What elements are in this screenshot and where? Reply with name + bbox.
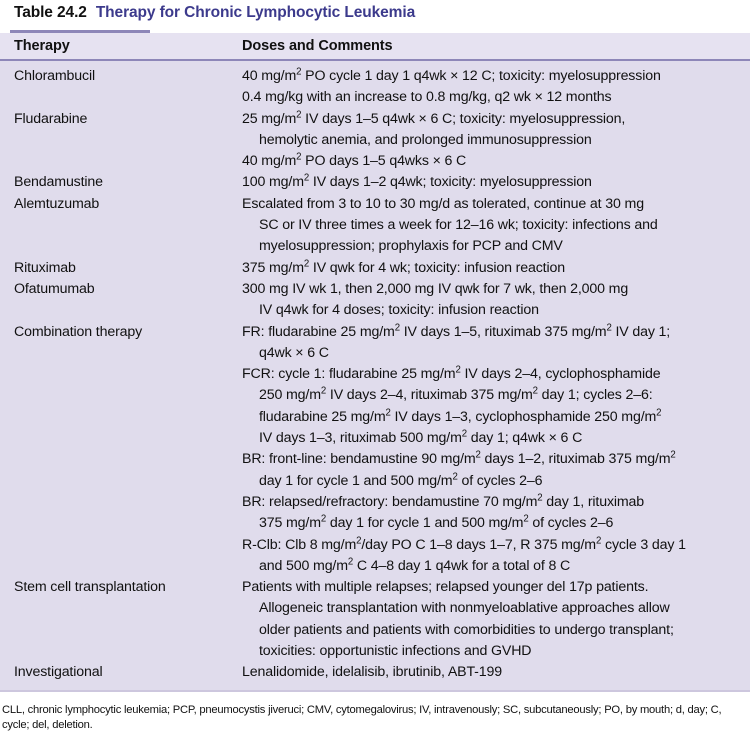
cell-therapy: Rituximab: [14, 259, 76, 276]
dose-line: 375 $mg/m^2$ IV qwk for 4 wk; toxicity: infusion reaction: [242, 257, 565, 276]
cell-therapy: Combination therapy: [14, 323, 143, 340]
cell-doses: [242, 662, 750, 683]
dose-line: FCR: cycle 1: fludarabine 25 $mg/m^2$ IV days 2–4, cyclophosphamide: [242, 364, 661, 383]
table-column-header-row: [0, 33, 750, 61]
cell-therapy: Ofatumumab: [14, 280, 95, 297]
dose-line: 100 $mg/m^2$ IV days 1–2 q4wk; toxicity: myelosuppression: [242, 172, 592, 191]
column-header-therapy: Therapy: [14, 38, 70, 54]
cell-doses: [242, 279, 750, 322]
dose-line: q4wk × 6 C: [259, 344, 329, 361]
cell-doses: [242, 194, 750, 258]
cell-therapy: Stem cell transplantation: [14, 579, 166, 596]
table-footnote: CLL, chronic lymphocytic leukemia; PCP, pneumocystis jiveruci; CMV, cytomegalovirus; IV, intravenously; SC, subcutaneously; PO, by mouth; d, day; C, cycle; del, deletion.: [0, 692, 750, 734]
dose-line: Escalated from 3 to 10 to 30 mg/d as tolerated, continue at 30 mg: [242, 195, 644, 212]
table-row: [0, 322, 750, 578]
table-body: [0, 61, 750, 692]
dose-line: FR: fludarabine 25 $mg/m^2$ IV days 1–5, rituximab 375 $mg/m^2$ IV day 1;: [242, 321, 671, 340]
cell-therapy: Bendamustine: [14, 174, 103, 191]
dose-line: hemolytic anemia, and prolonged immunosuppression: [259, 131, 592, 148]
dose-line: 40 $mg/m^2$ PO days 1–5 q4wks × 6 C: [242, 151, 467, 170]
dose-line: Patients with multiple relapses; relapsed younger del 17p patients.: [242, 579, 649, 596]
cell-therapy: Fludarabine: [14, 110, 88, 127]
dose-line: 375 $mg/m^2$ day 1 for cycle 1 and 500 $mg/m^2$ of cycles 2–6: [259, 513, 614, 532]
dose-line: 40 $mg/m^2$ PO cycle 1 day 1 q4wk × 12 C; toxicity: myelosuppression: [242, 66, 661, 84]
dose-line: BR: relapsed/refractory: bendamustine 70 $mg/m^2$ day 1, rituximab: [242, 492, 645, 510]
dose-line: toxicities: opportunistic infections and GVHD: [259, 643, 532, 660]
dose-line: day 1 for cycle 1 and 500 $mg/m^2$ of cycles 2–6: [259, 470, 543, 489]
cell-doses: [242, 258, 750, 279]
dose-line: 0.4 mg/kg with an increase to 0.8 mg/kg, q2 wk × 12 months: [242, 89, 612, 106]
cell-therapy: Chlorambucil: [14, 68, 95, 84]
table-row: [0, 172, 750, 193]
table-row: [0, 194, 750, 258]
dose-line: fludarabine 25 $mg/m^2$ IV days 1–3, cyclophosphamide 250 $mg/m^2$: [259, 407, 662, 425]
cell-doses: [242, 172, 750, 193]
dose-line: 300 mg IV wk 1, then 2,000 mg IV qwk for 7 wk, then 2,000 mg: [242, 280, 629, 297]
table-title-band: [0, 0, 750, 30]
table-row: [0, 662, 750, 683]
dose-line: R-Clb: Clb 8 $mg/m^2$/day PO C 1–8 days 1–7, R 375 $mg/m^2$ cycle 3 day 1: [242, 534, 686, 553]
dose-line: older patients and patients with comorbidities to undergo transplant;: [259, 621, 674, 638]
table-row: [0, 66, 750, 109]
page-title: Therapy for Chronic Lymphocytic Leukemia: [95, 4, 416, 21]
dose-line: 250 $mg/m^2$ IV days 2–4, rituximab 375 $mg/m^2$ day 1; cycles 2–6:: [259, 385, 653, 404]
dose-line: IV q4wk for 4 doses; toxicity: infusion reaction: [259, 302, 539, 319]
cell-doses: [242, 109, 750, 173]
table-row: [0, 258, 750, 279]
dose-line: Lenalidomide, idelalisib, ibrutinib, ABT-199: [242, 664, 502, 681]
column-header-doses: Doses and Comments: [242, 38, 393, 54]
dose-line: and 500 $mg/m^2$ C 4–8 day 1 q4wk for a total of 8 C: [259, 556, 571, 574]
dose-line: 25 $mg/m^2$ IV days 1–5 q4wk × 6 C; toxicity: myelosuppression,: [242, 108, 626, 127]
dose-line: Allogeneic transplantation with nonmyeloablative approaches allow: [259, 600, 670, 617]
cell-therapy: Investigational: [14, 664, 103, 681]
cell-therapy: Alemtuzumab: [14, 195, 100, 212]
table-number: Table 24.2: [14, 4, 87, 21]
dose-line: IV days 1–3, rituximab 500 $mg/m^2$ day 1; q4wk × 6 C: [259, 428, 583, 447]
cell-doses: [242, 577, 750, 662]
dose-line: myelosuppression; prophylaxis for PCP and CMV: [259, 238, 563, 255]
dose-line: SC or IV three times a week for 12–16 wk; toxicity: infections and: [259, 217, 658, 234]
dose-line: BR: front-line: bendamustine 90 $mg/m^2$ days 1–2, rituximab 375 $mg/m^2$: [242, 449, 676, 468]
cell-doses: [242, 322, 750, 578]
table-row: [0, 279, 750, 322]
table-row: [0, 109, 750, 173]
table-row: [0, 577, 750, 662]
cell-doses: [242, 66, 750, 109]
